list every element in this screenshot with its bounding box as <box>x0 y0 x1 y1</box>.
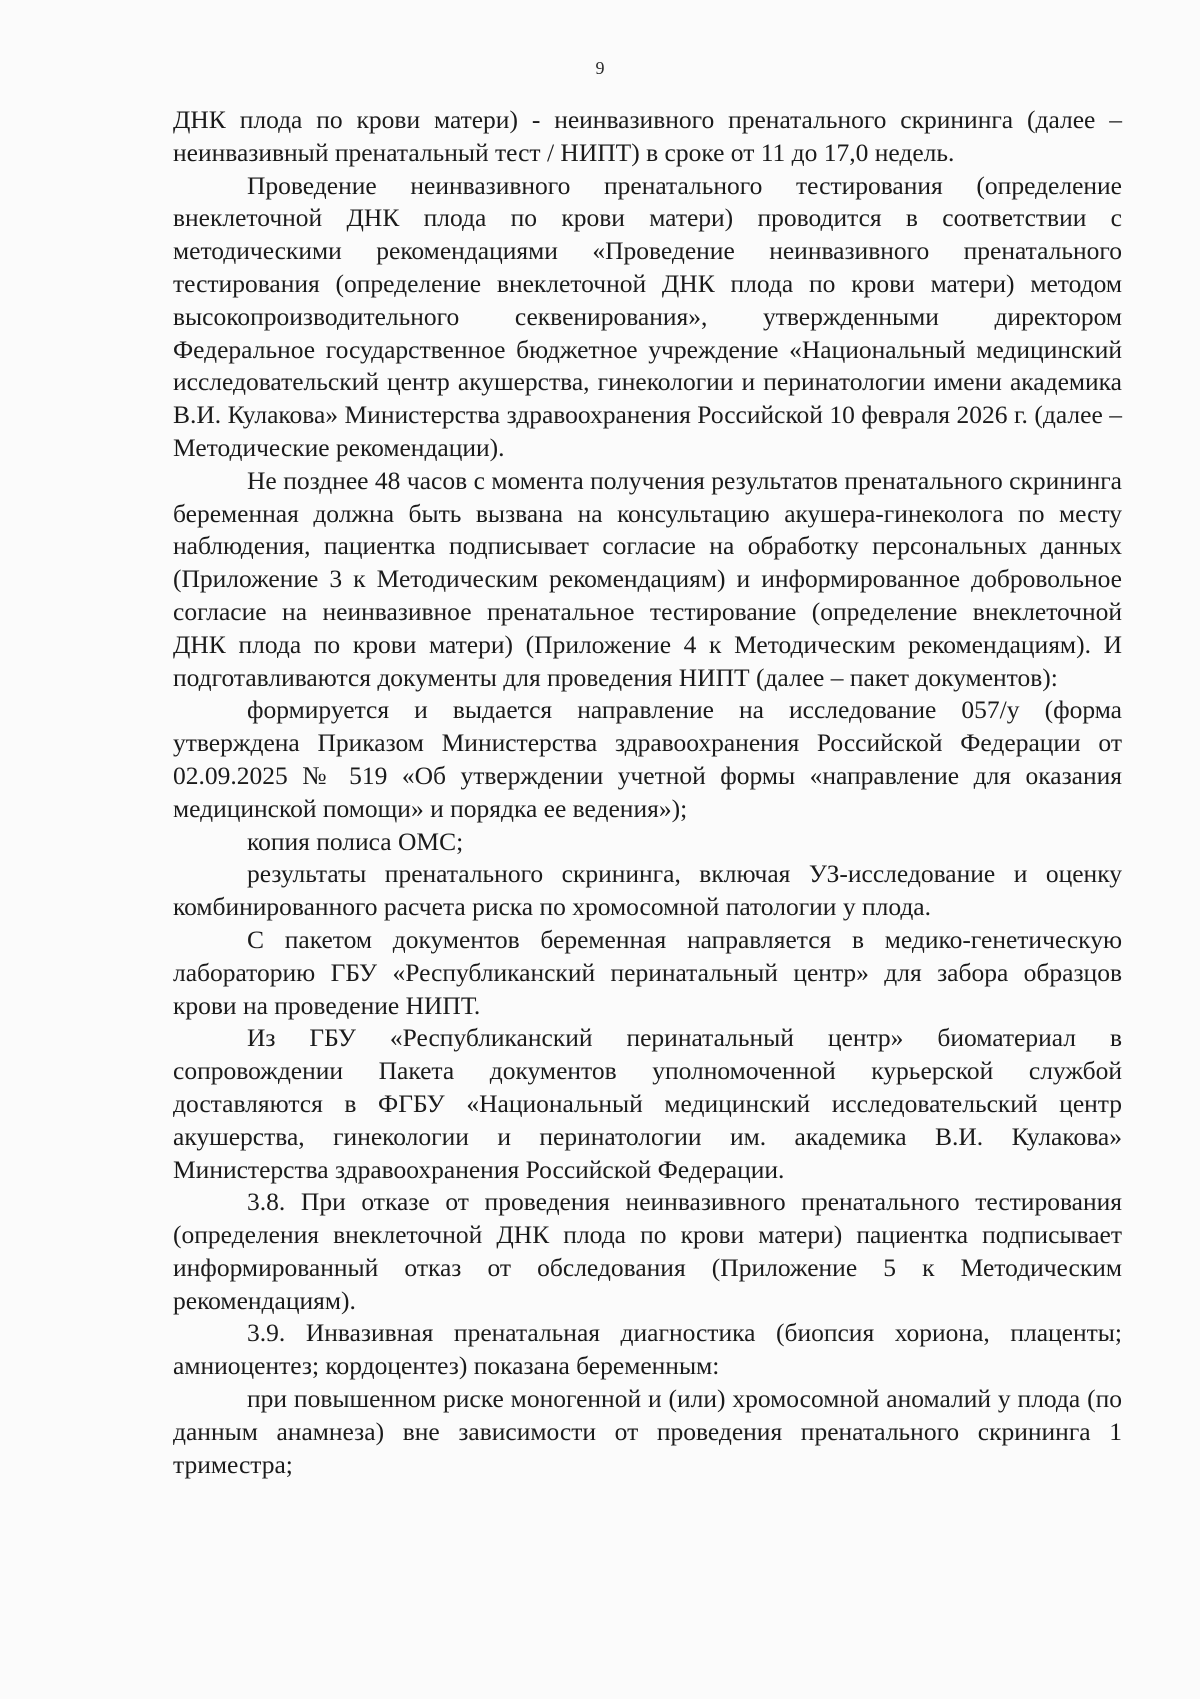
paragraph-lab-referral: С пакетом документов беременная направляется в медико-генетическую лабораторию ГБУ «Республиканский перинатальный центр» для забора образцов крови на проведение НИПТ. <box>173 924 1122 1020</box>
paragraph-referral-form: формируется и выдается направление на исследование 057/у (форма утверждена Приказом Министерства здравоохранения Российской Федерации от 02.09.2025 № 519 «Об утверждении учетной формы «направление для оказания медицинской помощи» и порядка ее ведения»); <box>173 695 1122 823</box>
document-body <box>173 104 1122 1481</box>
paragraph-screening-results: результаты пренатального скрининга, включая УЗ-исследование и оценку комбинированного расчета риска по хромосомной патологии у плода. <box>173 859 1122 922</box>
page-number: 9 <box>595 58 605 78</box>
paragraph-testing-guidelines: Проведение неинвазивного пренатального тестирования (определение внеклеточной ДНК плода по крови матери) проводится в соответствии с методическими рекомендациями «Проведение неинвазивного пренатального тестирования (определение внеклеточной ДНК плода по крови матери) методом высокопроизводительного секвенирования», утвержденными директором Федеральное государственное бюджетное учреждение «Национальный медицинский исследовательский центр акушерства, гинекологии и перинатологии имени академика В.И. Кулакова» Министерства здравоохранения Российской 10 февраля 2026 г. (далее – Методические рекомендации). <box>173 170 1122 462</box>
paragraph-high-risk: при повышенном риске моногенной и (или) хромосомной аномалий у плода (по данным анамнеза) вне зависимости от проведения пренатального скрининга 1 триместра; <box>173 1384 1122 1479</box>
paragraph-nipt-intro: ДНК плода по крови матери) - неинвазивного пренатального скрининга (далее – неинвазивный пренатальный тест / НИПТ) в сроке от 11 до 17,0 недель. <box>173 105 1122 167</box>
paragraph-section-3-9: 3.9. Инвазивная пренатальная диагностика (биопсия хориона, плаценты; амниоцентез; кордоцентез) показана беременным: <box>173 1318 1122 1381</box>
paragraph-biomaterial-delivery: Из ГБУ «Республиканский перинатальный центр» биоматериал в сопровождении Пакета документов уполномоченной курьерской службой доставляются в ФГБУ «Национальный медицинский исследовательский центр акушерства, гинекологии и перинатологии им. академика В.И. Кулакова» Министерства здравоохранения Российской Федерации. <box>173 1023 1122 1184</box>
paragraph-oms-copy: копия полиса ОМС; <box>247 826 464 856</box>
paragraph-consultation: Не позднее 48 часов с момента получения результатов пренатального скрининга беременная должна быть вызвана на консультацию акушера-гинеколога по месту наблюдения, пациентка подписывает согласие на обработку персональных данных (Приложение 3 к Методическим рекомендациям) и информированное добровольное согласие на неинвазивное пренатальное тестирование (определение внеклеточной ДНК плода по крови матери) (Приложение 4 к Методическим рекомендациям). И подготавливаются документы для проведения НИПТ (далее – пакет документов): <box>173 465 1122 692</box>
paragraph-section-3-8: 3.8. При отказе от проведения неинвазивного пренатального тестирования (определения внеклеточной ДНК плода по крови матери) пациентка подписывает информированный отказ от обследования (Приложение 5 к Методическим рекомендациям). <box>173 1187 1122 1315</box>
